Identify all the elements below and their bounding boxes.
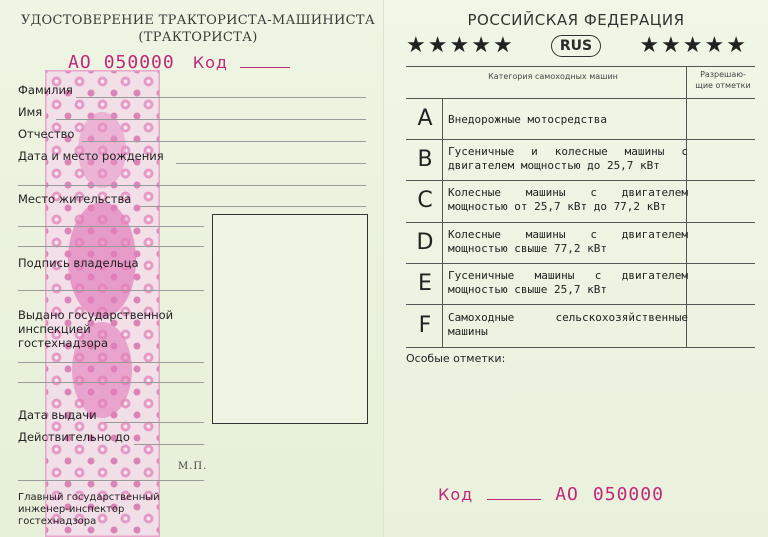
- category-f-letter: F: [418, 313, 432, 338]
- birth-line-2: [18, 185, 366, 186]
- chief-line-1: Главный государственный: [18, 492, 160, 503]
- table-border: [406, 98, 755, 99]
- star-icon: ★: [661, 33, 681, 58]
- star-icon: ★: [471, 33, 491, 58]
- category-c-letter: C: [417, 188, 433, 213]
- patronymic-line: [82, 141, 366, 142]
- name-label: Имя: [18, 105, 43, 119]
- license-series: АО: [68, 52, 92, 73]
- star-icon: ★: [427, 33, 448, 58]
- stars-row: [406, 34, 746, 58]
- category-d-desc: Колесные машины с двигателем мощностью свыше 77,2 кВт: [448, 228, 688, 255]
- issued-by-label-2: инспекцией: [18, 322, 91, 336]
- stamp-place-label: М.П.: [178, 461, 208, 472]
- stars-left: [406, 34, 513, 58]
- category-c-desc: Колесные машины с двигателем мощностью от 25,7 кВт до 77,2 кВт: [448, 186, 688, 213]
- surname-label: Фамилия: [18, 83, 73, 97]
- chief-inspector-label: [18, 492, 160, 528]
- residence-label: Место жительства: [18, 192, 132, 206]
- photo-box: [212, 214, 368, 424]
- license-number: 050000: [592, 484, 664, 505]
- surname-line: [76, 97, 366, 98]
- category-b-letter: B: [417, 147, 433, 172]
- star-icon: ★: [726, 33, 746, 58]
- signature-label: Подпись владельца: [18, 256, 139, 270]
- name-line: [56, 119, 366, 120]
- kod-blank: [240, 55, 290, 68]
- star-icon: ★: [449, 33, 470, 58]
- star-icon: ★: [406, 33, 426, 58]
- category-e-letter: E: [418, 271, 432, 296]
- table-border: [406, 66, 755, 67]
- license-number: 050000: [103, 52, 175, 73]
- star-icon: ★: [682, 33, 703, 58]
- category-d-letter: D: [416, 230, 434, 255]
- license-title: [18, 12, 378, 46]
- table-border: [406, 304, 755, 305]
- category-column-header: Категория самоходных машин: [488, 72, 618, 81]
- signature-line: [18, 290, 204, 291]
- star-icon: ★: [704, 33, 725, 58]
- license-number-top: [68, 52, 290, 73]
- issue-date-line: [104, 422, 204, 423]
- kod-label: Код: [438, 485, 474, 504]
- kod-label: Код: [192, 53, 228, 72]
- valid-until-line: [134, 444, 204, 445]
- category-e-desc: Гусеничные машины с двигателем мощностью свыше 25,7 кВт: [448, 269, 688, 296]
- country-title: РОССИЙСКАЯ ФЕДЕРАЦИЯ: [467, 11, 685, 29]
- table-border: [406, 180, 755, 181]
- birth-line-1: [176, 163, 366, 164]
- table-border: [442, 98, 443, 347]
- issued-by-label-1: Выдано государственной: [18, 308, 174, 322]
- issued-by-line-1: [18, 362, 204, 363]
- chief-line-3: гостехнадзора: [18, 516, 97, 527]
- special-marks-label: Особые отметки:: [406, 352, 506, 365]
- license-series: АО: [555, 484, 579, 505]
- issue-date-label: Дата выдачи: [18, 408, 97, 422]
- category-a-desc: Внедорожные мотосредства: [448, 113, 607, 126]
- title-line-2: (ТРАКТОРИСТА): [138, 30, 258, 45]
- star-icon: ★: [492, 33, 513, 58]
- rus-country-code: RUS: [551, 35, 601, 57]
- table-border: [406, 263, 755, 264]
- residence-line-2: [18, 226, 204, 227]
- patronymic-label: Отчество: [18, 127, 75, 141]
- stars-right: [639, 34, 746, 58]
- permit-column-header: [689, 69, 757, 91]
- license-number-bottom: [438, 484, 664, 505]
- table-border: [406, 222, 755, 223]
- category-f-desc: Самоходные сельскохозяйственные машины: [448, 311, 688, 338]
- category-a-letter: A: [417, 106, 433, 131]
- birth-label: Дата и место рождения: [18, 149, 164, 163]
- chief-line-2: инженер-инспектор: [18, 504, 125, 515]
- table-border: [406, 139, 755, 140]
- star-icon: ★: [639, 33, 660, 58]
- valid-until-label: Действительно до: [18, 430, 130, 444]
- residence-line-1: [140, 206, 366, 207]
- right-page: [384, 0, 768, 537]
- permit-header-line-2: щие отметки: [695, 81, 751, 90]
- issued-by-label-3: гостехнадзора: [18, 336, 108, 350]
- issued-by-line-2: [18, 382, 204, 383]
- kod-blank: [487, 487, 541, 500]
- table-border: [406, 347, 755, 348]
- title-line-1: УДОСТОВЕРЕНИЕ ТРАКТОРИСТА-МАШИНИСТА: [20, 13, 376, 28]
- residence-line-3: [18, 246, 204, 247]
- permit-header-line-1: Разрешаю-: [700, 70, 746, 79]
- category-b-desc: Гусеничные и колесные машины с двигателем мощностью до 25,7 кВт: [448, 145, 688, 172]
- chief-signature-line: [18, 480, 204, 481]
